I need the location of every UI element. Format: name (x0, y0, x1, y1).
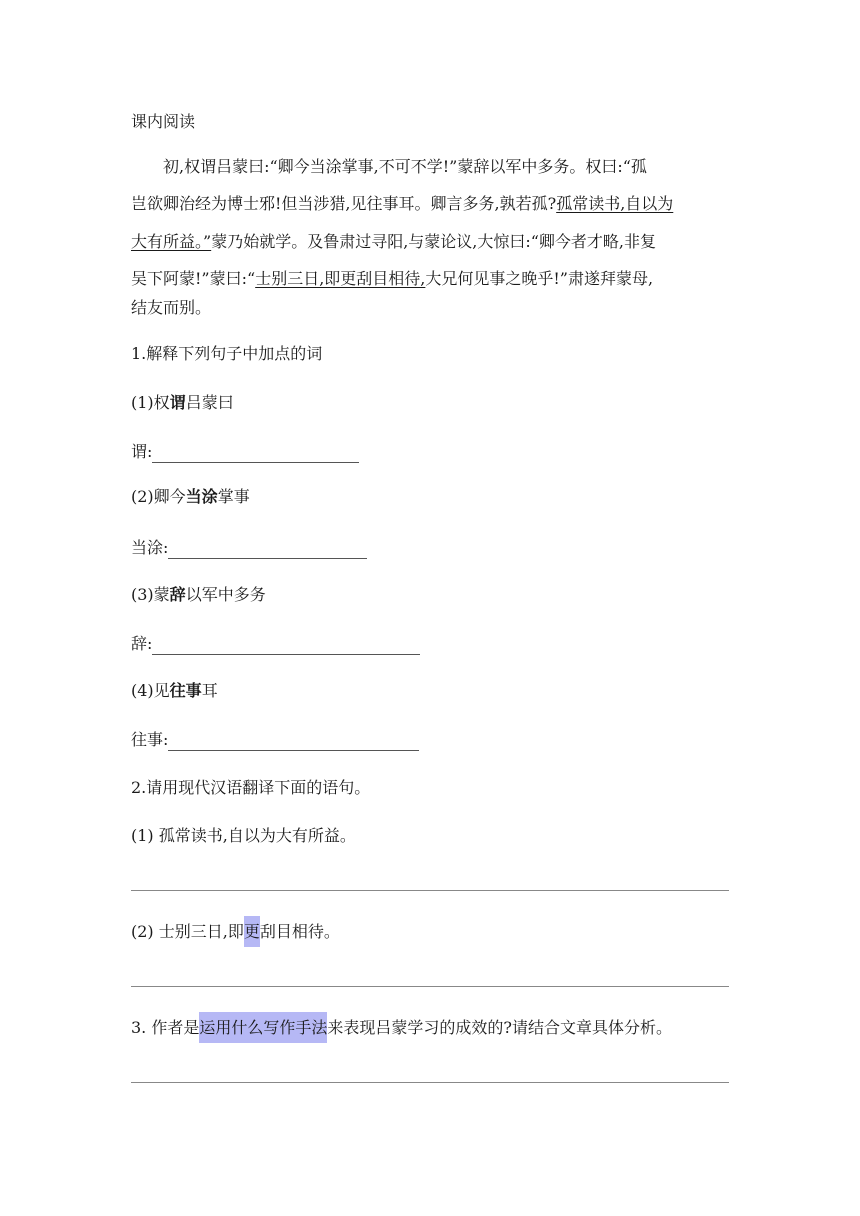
dotted-word: 当涂 (185, 487, 218, 506)
underlined-sentence-2: 士别三日,即更刮目相待, (255, 269, 426, 288)
q2-title: 2.请用现代汉语翻译下面的语句。 (131, 778, 371, 797)
answer-blank[interactable] (152, 446, 359, 463)
q1-item-3: (3)蒙辞以军中多务 (131, 585, 266, 604)
answer-blank[interactable] (152, 638, 420, 655)
answer-label: 辞: (131, 634, 153, 653)
dotted-word: 往事 (169, 681, 202, 700)
underlined-sentence-1-end: 大有所益。” (131, 232, 212, 251)
passage-line-1: 初,权谓吕蒙曰:“卿今当涂掌事,不可不学!”蒙辞以军中多务。权曰:“孤 (163, 157, 647, 176)
underlined-sentence-1: 孤常读书,自以为 (556, 194, 674, 213)
q2-sentence-1: (1) 孤常读书,自以为大有所益。 (131, 826, 356, 845)
q1-answer-3 (131, 633, 420, 655)
passage-text: 岂欲卿治经为博士邪!但当涉猎,见往事耳。卿言多务,孰若孤? (131, 194, 557, 213)
passage-text: 吴下阿蒙!”蒙曰:“ (131, 269, 256, 288)
passage-line-3 (131, 231, 656, 253)
passage-text: 大兄何见事之晚乎!”肃遂拜蒙母, (425, 269, 654, 288)
highlighted-phrase: 运用什么写作手法 (199, 1012, 327, 1043)
q1-title: 1.解释下列句子中加点的词 (131, 344, 323, 363)
q1-answer-2 (131, 537, 367, 559)
highlighted-word: 更 (244, 916, 260, 947)
passage-line-2 (131, 193, 673, 215)
q1-item-1: (1)权谓吕蒙曰 (131, 393, 234, 412)
answer-blank[interactable] (168, 542, 367, 559)
answer-line[interactable] (131, 986, 729, 987)
dotted-word: 辞 (169, 585, 186, 604)
q3-title: 3. 作者是运用什么写作手法来表现吕蒙学习的成效的?请结合文章具体分析。 (131, 1017, 672, 1039)
answer-label: 当涂: (131, 538, 169, 557)
q1-answer-4 (131, 729, 419, 751)
answer-line[interactable] (131, 1082, 729, 1083)
section-title: 课内阅读 (131, 112, 196, 131)
q1-item-2: (2)卿今当涂掌事 (131, 487, 250, 506)
passage-line-5: 结友而别。 (131, 298, 212, 317)
q1-item-4: (4)见往事耳 (131, 681, 218, 700)
answer-blank[interactable] (168, 734, 419, 751)
dotted-word: 谓 (169, 393, 186, 412)
passage-line-4 (131, 268, 653, 290)
answer-line[interactable] (131, 890, 729, 891)
q1-answer-1 (131, 441, 359, 463)
passage-text: 蒙乃始就学。及鲁肃过寻阳,与蒙论议,大惊曰:“卿今者才略,非复 (211, 232, 657, 251)
answer-label: 往事: (131, 730, 169, 749)
answer-label: 谓: (131, 442, 153, 461)
q2-sentence-2: (2) 士别三日,即更刮目相待。 (131, 921, 340, 943)
